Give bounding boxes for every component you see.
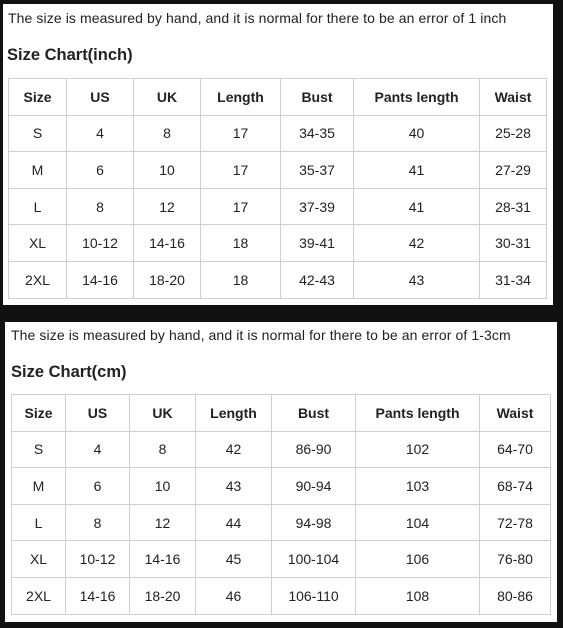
table-cell: 37-39 bbox=[281, 188, 354, 225]
cm-size-chart-panel bbox=[5, 322, 557, 622]
table-cell: M bbox=[12, 468, 66, 505]
table-cell: 8 bbox=[134, 115, 201, 152]
header-us: US bbox=[66, 395, 130, 432]
table-cell: 12 bbox=[130, 504, 196, 541]
table-cell: 17 bbox=[201, 188, 281, 225]
header-size: Size bbox=[12, 395, 66, 432]
table-cell: 34-35 bbox=[281, 115, 354, 152]
table-cell: 28-31 bbox=[480, 188, 547, 225]
table-cell: 18 bbox=[201, 225, 281, 262]
measurement-note: The size is measured by hand, and it is normal for there to be an error of 1-3cm bbox=[11, 327, 511, 343]
table-cell: S bbox=[12, 431, 66, 468]
header-pants-length: Pants length bbox=[356, 395, 480, 432]
table-cell: 41 bbox=[354, 152, 480, 189]
table-cell: 25-28 bbox=[480, 115, 547, 152]
table-cell: 18-20 bbox=[134, 261, 201, 298]
table-cell: 76-80 bbox=[480, 541, 551, 578]
table-row bbox=[9, 188, 547, 225]
table-cell: 45 bbox=[196, 541, 272, 578]
table-cell: 108 bbox=[356, 577, 480, 614]
table-cell: 14-16 bbox=[134, 225, 201, 262]
table-cell: 17 bbox=[201, 115, 281, 152]
table-cell: 31-34 bbox=[480, 261, 547, 298]
table-cell: 100-104 bbox=[272, 541, 356, 578]
table-cell: 27-29 bbox=[480, 152, 547, 189]
table-cell: 42-43 bbox=[281, 261, 354, 298]
table-row bbox=[12, 468, 551, 505]
table-cell: 30-31 bbox=[480, 225, 547, 262]
table-cell: 4 bbox=[66, 431, 130, 468]
table-cell: XL bbox=[9, 225, 67, 262]
table-row bbox=[12, 504, 551, 541]
table-cell: 6 bbox=[67, 152, 134, 189]
table-cell: 2XL bbox=[9, 261, 67, 298]
header-length: Length bbox=[196, 395, 272, 432]
table-cell: L bbox=[12, 504, 66, 541]
table-cell: 6 bbox=[66, 468, 130, 505]
table-cell: 8 bbox=[130, 431, 196, 468]
table-row bbox=[9, 225, 547, 262]
header-length: Length bbox=[201, 79, 281, 116]
table-row bbox=[12, 541, 551, 578]
table-cell: 102 bbox=[356, 431, 480, 468]
table-cell: M bbox=[9, 152, 67, 189]
measurement-note: The size is measured by hand, and it is normal for there to be an error of 1 inch bbox=[8, 10, 507, 26]
header-waist: Waist bbox=[480, 79, 547, 116]
table-cell: 46 bbox=[196, 577, 272, 614]
table-cell: 106 bbox=[356, 541, 480, 578]
table-cell: 90-94 bbox=[272, 468, 356, 505]
table-cell: 42 bbox=[196, 431, 272, 468]
table-cell: 18-20 bbox=[130, 577, 196, 614]
table-row bbox=[12, 431, 551, 468]
header-size: Size bbox=[9, 79, 67, 116]
table-cell: XL bbox=[12, 541, 66, 578]
table-cell: 14-16 bbox=[66, 577, 130, 614]
table-cell: 2XL bbox=[12, 577, 66, 614]
table-cell: 43 bbox=[196, 468, 272, 505]
header-uk: UK bbox=[134, 79, 201, 116]
header-bust: Bust bbox=[272, 395, 356, 432]
header-row bbox=[9, 79, 547, 116]
table-cell: S bbox=[9, 115, 67, 152]
table-cell: 10-12 bbox=[66, 541, 130, 578]
table-cell: L bbox=[9, 188, 67, 225]
table-row bbox=[12, 577, 551, 614]
table-cell: 43 bbox=[354, 261, 480, 298]
header-us: US bbox=[67, 79, 134, 116]
table-cell: 104 bbox=[356, 504, 480, 541]
table-cell: 14-16 bbox=[130, 541, 196, 578]
table-row bbox=[9, 115, 547, 152]
table-cell: 10-12 bbox=[67, 225, 134, 262]
header-waist: Waist bbox=[480, 395, 551, 432]
table-cell: 18 bbox=[201, 261, 281, 298]
size-chart-title: Size Chart(inch) bbox=[7, 46, 133, 64]
table-cell: 10 bbox=[130, 468, 196, 505]
table-cell: 8 bbox=[66, 504, 130, 541]
inch-size-chart-panel bbox=[3, 4, 553, 305]
table-cell: 106-110 bbox=[272, 577, 356, 614]
table-row bbox=[9, 261, 547, 298]
table-cell: 42 bbox=[354, 225, 480, 262]
table-cell: 68-74 bbox=[480, 468, 551, 505]
table-cell: 80-86 bbox=[480, 577, 551, 614]
table-cell: 103 bbox=[356, 468, 480, 505]
table-cell: 40 bbox=[354, 115, 480, 152]
table-cell: 44 bbox=[196, 504, 272, 541]
size-table bbox=[11, 394, 551, 615]
table-cell: 8 bbox=[67, 188, 134, 225]
table-cell: 12 bbox=[134, 188, 201, 225]
table-cell: 35-37 bbox=[281, 152, 354, 189]
table-cell: 64-70 bbox=[480, 431, 551, 468]
table-cell: 86-90 bbox=[272, 431, 356, 468]
table-cell: 10 bbox=[134, 152, 201, 189]
header-row bbox=[12, 395, 551, 432]
header-pants-length: Pants length bbox=[354, 79, 480, 116]
table-cell: 41 bbox=[354, 188, 480, 225]
table-cell: 4 bbox=[67, 115, 134, 152]
header-bust: Bust bbox=[281, 79, 354, 116]
size-table bbox=[8, 78, 547, 299]
size-chart-title: Size Chart(cm) bbox=[11, 363, 127, 381]
header-uk: UK bbox=[130, 395, 196, 432]
table-cell: 17 bbox=[201, 152, 281, 189]
table-cell: 14-16 bbox=[67, 261, 134, 298]
table-cell: 72-78 bbox=[480, 504, 551, 541]
table-cell: 94-98 bbox=[272, 504, 356, 541]
table-row bbox=[9, 152, 547, 189]
table-cell: 39-41 bbox=[281, 225, 354, 262]
